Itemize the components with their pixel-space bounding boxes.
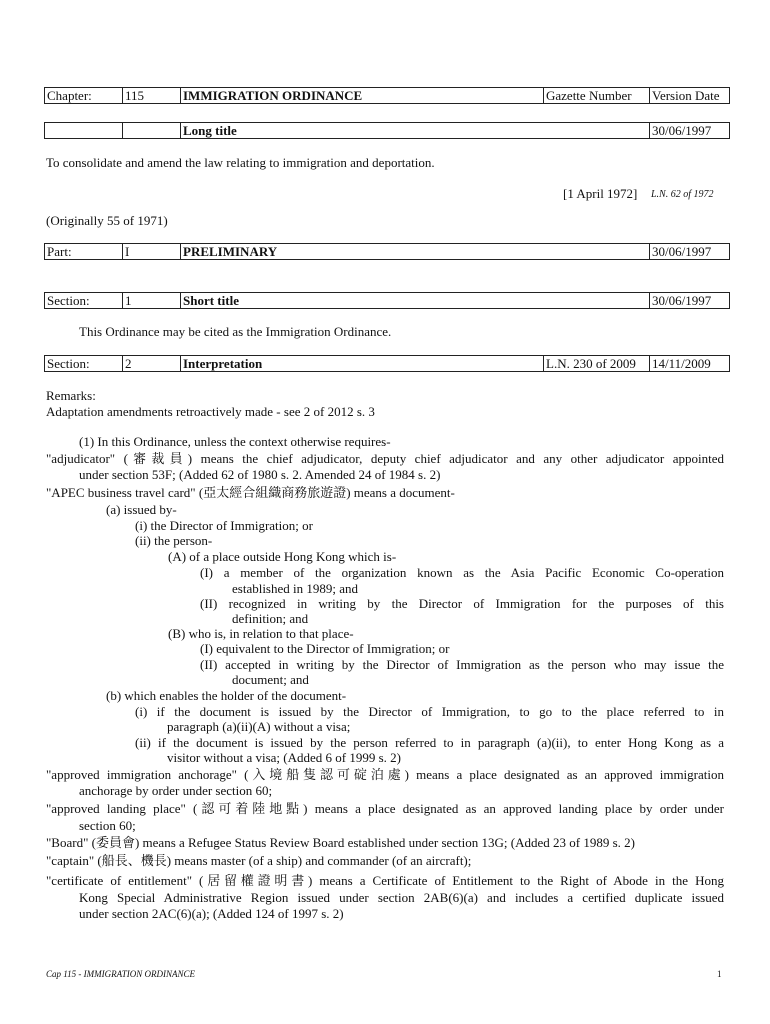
body-line: "APEC business travel card" (亞太經合組織商務旅遊證) means a document-	[46, 485, 455, 500]
body-line: (ii) if the document is issued by the person referred to in paragraph (a)(ii), to enter Hong Kong as a	[135, 735, 724, 750]
body-line: "certificate of entitlement" (居留權證明書) means a Certificate of Entitlement to the Right of Abode in the Hong	[46, 873, 724, 888]
gazette-number-heading: Gazette Number	[543, 88, 649, 103]
chapter-title: IMMIGRATION ORDINANCE	[180, 88, 543, 103]
part-version-date: 30/06/1997	[649, 244, 731, 259]
chapter-label: Chapter:	[47, 88, 92, 103]
section2-version-date: 14/11/2009	[649, 356, 731, 371]
section1-text: This Ordinance may be cited as the Immigration Ordinance.	[79, 324, 392, 339]
originally-note: (Originally 55 of 1971)	[46, 213, 168, 228]
section2-row	[44, 355, 730, 372]
body-line: (a) issued by-	[106, 502, 177, 517]
body-line: "approved immigration anchorage" (入境船隻認可碇泊處) means a place designated as an approved immigration	[46, 767, 724, 782]
long-title-heading: Long title	[180, 123, 543, 138]
long-title-text: To consolidate and amend the law relating to immigration and deportation.	[46, 155, 435, 170]
version-date-heading: Version Date	[649, 88, 731, 103]
body-line: section 60;	[79, 818, 136, 833]
body-line: visitor without a visa; (Added 6 of 1999 s. 2)	[167, 750, 401, 765]
body-line: document; and	[232, 672, 309, 687]
body-line: (i) if the document is issued by the Director of Immigration, to go to the place referred to in	[135, 704, 724, 719]
section1-version-date: 30/06/1997	[649, 293, 731, 308]
part-title: PRELIMINARY	[180, 244, 543, 259]
remarks-heading: Remarks:	[46, 388, 96, 403]
body-line: under section 2AC(6)(a); (Added 124 of 1997 s. 2)	[79, 906, 344, 921]
body-line: (I) equivalent to the Director of Immigration; or	[200, 641, 450, 656]
footer-title: Cap 115 - IMMIGRATION ORDINANCE	[46, 969, 195, 979]
section1-gazette-cell	[543, 293, 649, 308]
part-gazette-cell	[543, 244, 649, 259]
body-line: "approved landing place" (認可着陸地點) means a place designated as an approved landing place by order under	[46, 801, 724, 816]
body-line: (1) In this Ordinance, unless the context otherwise requires-	[79, 434, 391, 449]
section2-label: Section:	[47, 356, 90, 371]
section1-row	[44, 292, 730, 309]
section2-title: Interpretation	[180, 356, 543, 371]
commencement-ref: L.N. 62 of 1972	[651, 189, 714, 200]
body-line: (II) accepted in writing by the Director of Immigration as the person who may issue the	[200, 657, 724, 672]
chapter-header-row	[44, 87, 730, 104]
body-line: (I) a member of the organization known as the Asia Pacific Economic Co-operation	[200, 565, 724, 580]
body-line: anchorage by order under section 60;	[79, 783, 273, 798]
commencement-date: [1 April 1972]	[563, 186, 638, 201]
chapter-number: 115	[122, 88, 180, 103]
section1-label: Section:	[47, 293, 90, 308]
long-title-version-date: 30/06/1997	[649, 123, 731, 138]
section2-number: 2	[122, 356, 180, 371]
body-line: (II) recognized in writing by the Director of Immigration for the purposes of this	[200, 596, 724, 611]
section1-title: Short title	[180, 293, 543, 308]
footer-page-number: 1	[717, 969, 722, 979]
body-line: (ii) the person-	[135, 533, 213, 548]
body-line: "Board" (委員會) means a Refugee Status Review Board established under section 13G; (Added 23 of 1989 s. 2)	[46, 835, 635, 850]
long-title-gazette-cell	[543, 123, 649, 138]
body-line: "adjudicator" (審裁員) means the chief adjudicator, deputy chief adjudicator and any other adjudicator appointed	[46, 451, 724, 466]
long-title-row	[44, 122, 730, 139]
body-line: paragraph (a)(ii)(A) without a visa;	[167, 719, 351, 734]
part-label: Part:	[47, 244, 72, 259]
remarks-text: Adaptation amendments retroactively made - see 2 of 2012 s. 3	[46, 404, 375, 419]
body-line: Kong Special Administrative Region issued under section 2AB(6)(a) and includes a certified duplicate issued	[79, 890, 724, 905]
part-number: I	[122, 244, 180, 259]
body-line: (i) the Director of Immigration; or	[135, 518, 313, 533]
long-title-label-cell	[45, 123, 122, 138]
body-line: established in 1989; and	[232, 581, 359, 596]
body-line: "captain" (船長、機長) means master (of a ship) and commander (of an aircraft);	[46, 853, 472, 868]
part-row	[44, 243, 730, 260]
body-line: under section 53F; (Added 62 of 1980 s. 2. Amended 24 of 1984 s. 2)	[79, 467, 441, 482]
long-title-number-cell	[122, 123, 180, 138]
body-line: (b) which enables the holder of the document-	[106, 688, 347, 703]
body-line: definition; and	[232, 611, 309, 626]
section2-gazette-number: L.N. 230 of 2009	[543, 356, 649, 371]
body-line: (A) of a place outside Hong Kong which is-	[168, 549, 397, 564]
body-line: (B) who is, in relation to that place-	[168, 626, 354, 641]
section1-number: 1	[122, 293, 180, 308]
